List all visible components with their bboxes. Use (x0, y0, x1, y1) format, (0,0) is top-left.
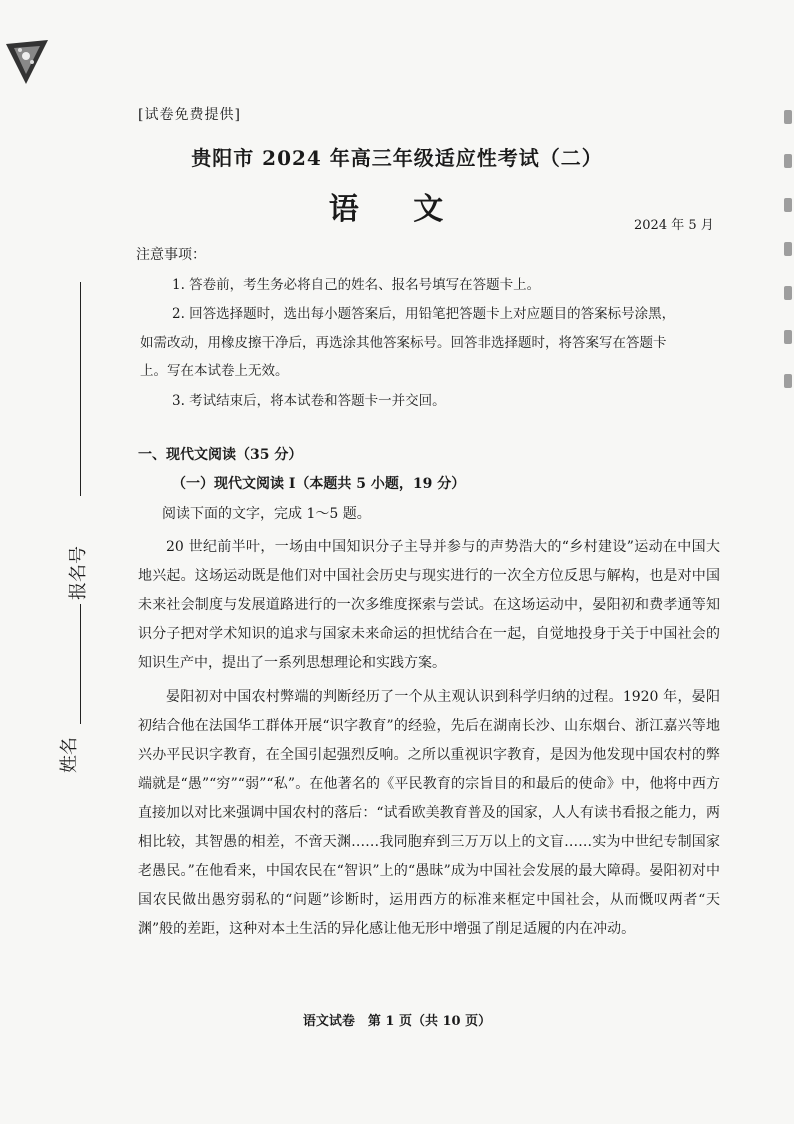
exam-date: 2024 年 5 月 (634, 218, 714, 233)
passage-paragraph-1: 20 世纪前半叶，一场由中国知识分子主导并参与的声势浩大的“乡村建设”运动在中国大地兴起。这场运动既是他们对中国社会历史与现实进行的一次全方位反思与解构，也是对中国未来社会制度与发展道路进行的一次多维度探索与尝试。在这场运动中，晏阳初和费孝通等知识分子把对学术知识的追求与国家未来命运的担忧结合在一起，自觉地投身于关于中国社会的知识生产中，提出了一系列思想理论和实践方案。 (138, 539, 720, 671)
subsection-title: （一）现代文阅读 I（本题共 5 小题，19 分） (172, 476, 466, 492)
subject-title: 语 文 (328, 192, 466, 227)
note-item-3: 3. 考试结束后，将本试卷和答题卡一并交回。 (172, 393, 446, 409)
exam-title: 贵阳市 2024 年高三年级适应性考试（二） (191, 146, 603, 170)
free-tag: [试卷免费提供] (138, 107, 241, 123)
section-title: 一、现代文阅读（35 分） (138, 447, 303, 463)
registration-number-label: 报名号 (68, 546, 89, 600)
reading-instruction: 阅读下面的文字，完成 1～5 题。 (162, 506, 371, 522)
passage-paragraph-2: 晏阳初对中国农村弊端的判断经历了一个从主观认识到科学归纳的过程。1920 年，晏阳初结合他在法国华工群体开展“识字教育”的经验，先后在湖南长沙、山东烟台、浙江嘉兴等地兴办平民识字教育，在全国引起强烈反响。之所以重视识字教育，是因为他发现中国农村的弊端就是“愚”“穷”“弱”“私”。在他著名的《平民教育的宗旨目的和最后的使命》中，他将中西方直接加以对比来强调中国农村的落后：“试看欧美教育普及的国家，人人有读书看报之能力，两相比较，其智愚的相差，不啻天渊……我同胞弃到三万万以上的文盲……实为中世纪专制国家老愚民。”在他看来，中国农民在“智识”上的“愚昧”成为中国社会发展的最大障碍。晏阳初对中国农民做出愚穷弱私的“问题”诊断时，运用西方的标准来框定中国社会，从而慨叹两者“天渊”般的差距，这种对本土生活的异化感让他无形中增强了削足适履的内在冲动。 (138, 689, 720, 937)
notes-heading: 注意事项： (136, 247, 206, 263)
adjacent-page-edge (782, 110, 794, 470)
binding-line-bottom (80, 604, 81, 724)
note-item-2-line-2: 如需改动，用橡皮擦干净后，再选涂其他答案标号。回答非选择题时，将答案写在答题卡 (140, 335, 667, 351)
note-item-2-line-3: 上。写在本试卷上无效。 (140, 363, 289, 379)
name-label: 姓名 (59, 737, 80, 773)
note-item-1: 1. 答卷前，考生务必将自己的姓名、报名号填写在答题卡上。 (172, 277, 541, 293)
corner-seal-icon (4, 38, 50, 88)
note-item-2-line-1: 2. 回答选择题时，选出每小题答案后，用铅笔把答题卡上对应题目的答案标号涂黑， (172, 306, 676, 322)
page-footer: 语文试卷 第 1 页（共 10 页） (302, 1014, 492, 1029)
binding-line-top (80, 282, 81, 496)
